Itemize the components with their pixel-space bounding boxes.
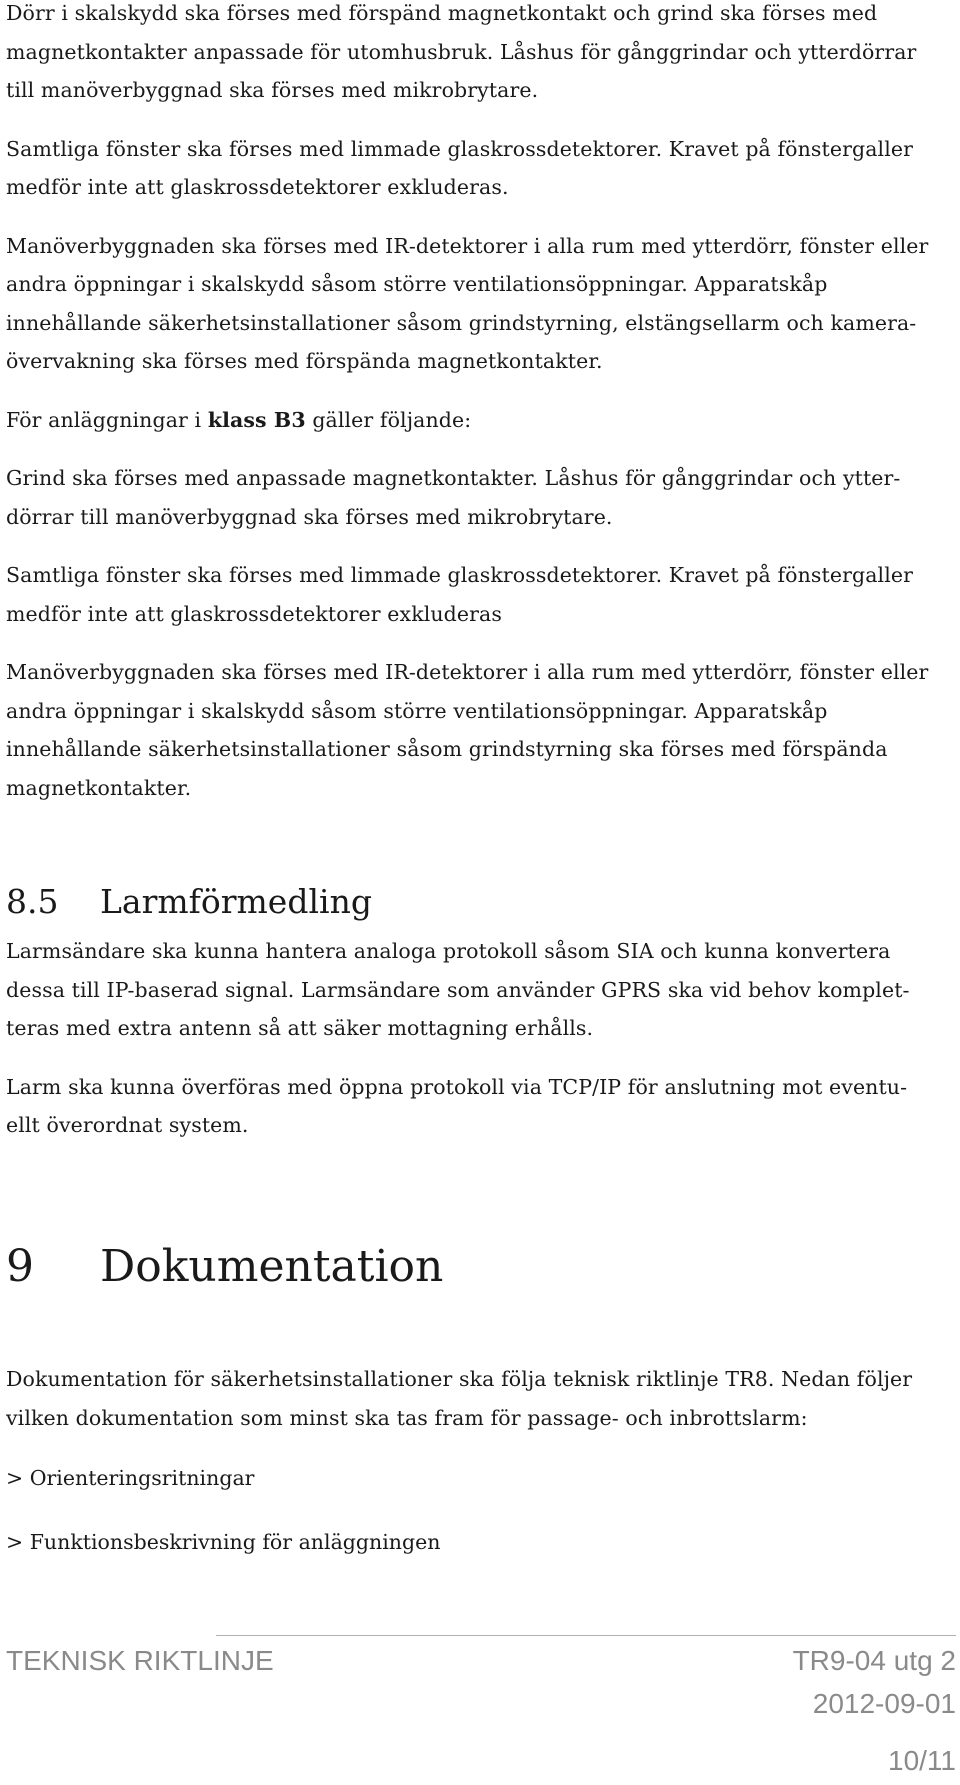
document-body	[6, 0, 936, 807]
paragraph: Manöverbyggnaden ska förses med IR-detektorer i alla rum med ytterdörr, fönster eller andra öppningar i skalskydd såsom större ventilationsöppningar. Apparatskåp innehållande säkerhetsinstallationer såsom grindstyrning, elstängsellarm och kamera-övervakning ska förses med förspända magnetkontakter.	[6, 233, 929, 373]
intro-text: För anläggningar i	[6, 407, 208, 432]
section-title: Dokumentation	[100, 1241, 444, 1292]
list-item: > Orienteringsritningar	[6, 1466, 255, 1490]
intro-text-end: gäller följande:	[305, 407, 472, 432]
paragraph: Samtliga fönster ska förses med limmade glaskrossdetektorer. Kravet på fönstergaller medför inte att glaskrossdetektorer exkluderas	[6, 563, 913, 626]
section-title: Larmförmedling	[100, 882, 372, 921]
section-heading-9	[6, 1242, 443, 1292]
paragraph: Larmsändare ska kunna hantera analoga protokoll såsom SIA och kunna konvertera dessa till IP-baserad signal. Larmsändare som använder GPRS ska vid behov komplet-teras med extra antenn så att säker mottagning erhålls.	[6, 939, 910, 1040]
paragraph: Dörr i skalskydd ska förses med förspänd magnetkontakt och grind ska förses med magnetkontakter anpassade för utomhusbruk. Låshus för gånggrindar och ytterdörrar till manöverbyggnad ska förses med mikrobrytare.	[6, 1, 917, 102]
paragraph: Larm ska kunna överföras med öppna protokoll via TCP/IP för anslutning mot eventu-ellt överordnat system.	[6, 1074, 908, 1137]
class-b3-label: klass B3	[207, 407, 306, 432]
footer-doc-id: TR9-04 utg 2	[792, 1645, 956, 1676]
paragraph: Manöverbyggnaden ska förses med IR-detektorer i alla rum med ytterdörr, fönster eller andra öppningar i skalskydd såsom större ventilationsöppningar. Apparatskåp innehållande säkerhetsinstallationer såsom grindstyrning ska förses med förspända magnetkontakter.	[6, 660, 929, 800]
page-number: 10/11	[888, 1745, 956, 1776]
section-number: 8.5	[6, 882, 59, 921]
footer-title: TEKNISK RIKTLINJE	[6, 1645, 274, 1676]
footer-date: 2012-09-01	[812, 1688, 956, 1719]
paragraph: Dokumentation för säkerhetsinstallationer ska följa teknisk riktlinje TR8. Nedan följer vilken dokumentation som minst ska tas fram för passage- och inbrottslarm:	[6, 1367, 913, 1430]
section-8-5-body	[6, 932, 936, 1145]
list-item: > Funktionsbeskrivning för anläggningen	[6, 1530, 441, 1554]
footer-divider	[216, 1635, 956, 1636]
paragraph: Samtliga fönster ska förses med limmade glaskrossdetektorer. Kravet på fönstergaller medför inte att glaskrossdetektorer exkluderas.	[6, 136, 913, 199]
section-number: 9	[6, 1241, 34, 1292]
class-b3-intro	[6, 401, 936, 440]
paragraph: Grind ska förses med anpassade magnetkontakter. Låshus för gånggrindar och ytter-dörrar till manöverbyggnad ska förses med mikrobrytare.	[6, 466, 901, 529]
section-heading-8-5	[6, 882, 372, 922]
section-9-body	[6, 1360, 936, 1557]
